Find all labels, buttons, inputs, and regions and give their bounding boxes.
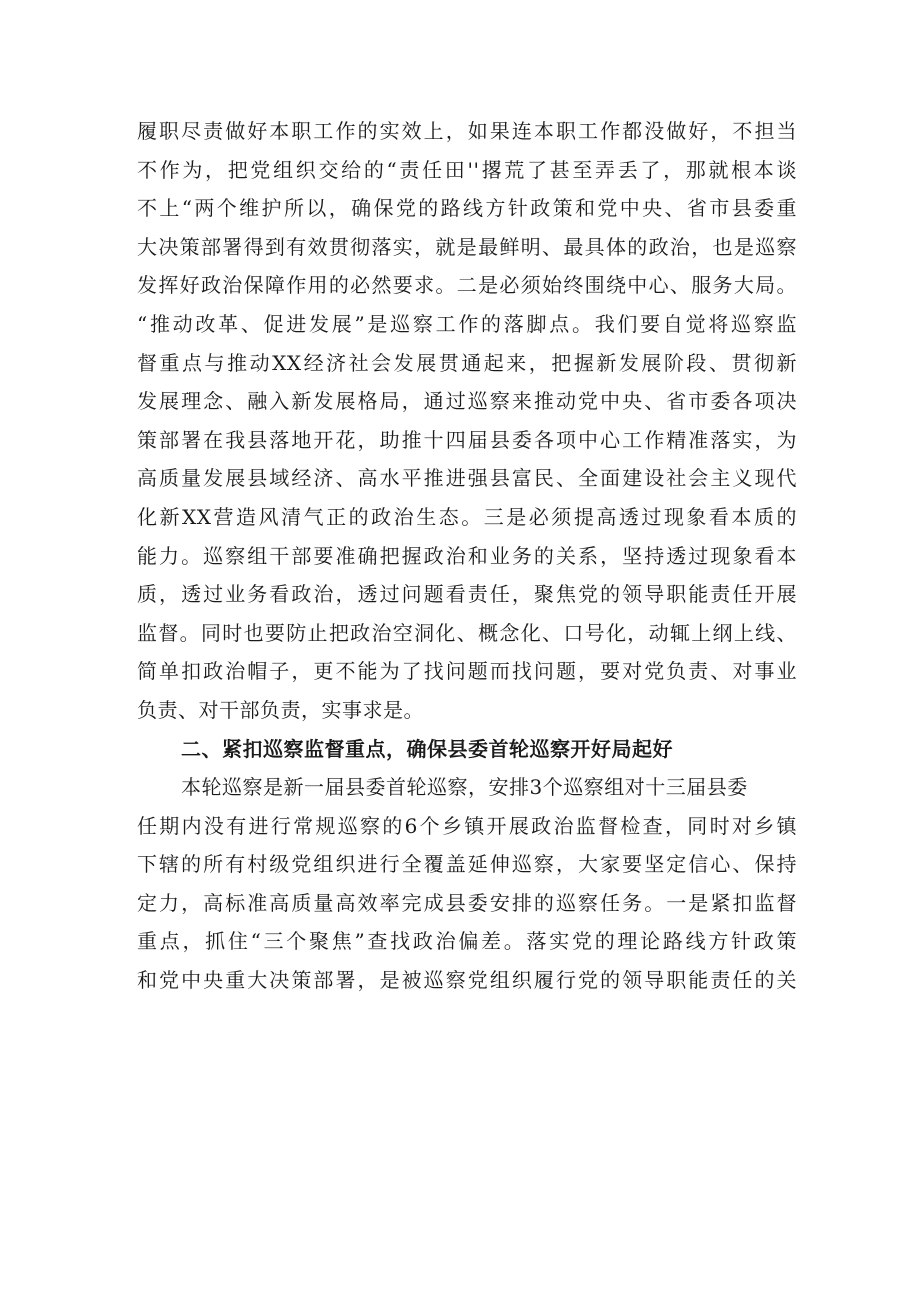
paragraph-line: 简单扣政治帽子，更不能为了找问题而找问题，要对党负责、对事业 <box>137 659 797 684</box>
paragraph-line: 策部署在我县落地开花，助推十四届县委各项中心工作精准落实，为 <box>137 427 797 452</box>
section-heading: 二、紧扣巡察监督重点，确保县委首轮巡察开好局起好 <box>181 736 673 761</box>
paragraph-line: 任期内没有进行常规巡察的6个乡镇开展政治监督检查，同时对乡镇 <box>137 813 797 838</box>
paragraph-line: 监督。同时也要防止把政治空洞化、概念化、口号化，动辄上纲上线、 <box>137 620 797 645</box>
paragraph-line: 能力。巡察组干部要准确把握政治和业务的关系，坚持透过现象看本 <box>137 543 797 568</box>
paragraph-line: 发挥好政治保障作用的必然要求。二是必须始终围绕中心、服务大局。 <box>137 273 797 298</box>
paragraph-line: 本轮巡察是新一届县委首轮巡察，安排3个巡察组对十三届县委 <box>181 775 748 800</box>
paragraph-line: 发展理念、融入新发展格局，通过巡察来推动党中央、省市委各项决 <box>137 389 797 414</box>
paragraph-line: 下辖的所有村级党组织进行全覆盖延伸巡察，大家要坚定信心、保持 <box>137 852 797 877</box>
paragraph-line: 督重点与推动XX经济社会发展贯通起来，把握新发展阶段、贯彻新 <box>137 350 797 375</box>
paragraph-line: 不上“两个维护所以，确保党的路线方针政策和党中央、省市县委重 <box>137 196 797 221</box>
document-body <box>137 112 797 1000</box>
paragraph-line: 履职尽责做好本职工作的实效上，如果连本职工作都没做好，不担当 <box>137 119 797 143</box>
paragraph-line: 化新XX营造风清气正的政治生态。三是必须提高透过现象看本质的 <box>137 504 797 529</box>
paragraph-line: 质，透过业务看政治，透过问题看责任，聚焦党的领导职能责任开展 <box>137 582 797 607</box>
paragraph-line: 负责、对干部负责，实事求是。 <box>137 697 424 722</box>
paragraph-line: 不作为，把党组织交给的“责任田''撂荒了甚至弄丢了，那就根本谈 <box>137 157 797 182</box>
paragraph-line: 高质量发展县域经济、高水平推进强县富民、全面建设社会主义现代 <box>137 466 797 491</box>
paragraph-line: 大决策部署得到有效贯彻落实，就是最鲜明、最具体的政治，也是巡察 <box>137 234 797 259</box>
paragraph-line: “推动改革、促进发展”是巡察工作的落脚点。我们要自觉将巡察监 <box>137 311 797 336</box>
paragraph-line: 定力，高标准高质量高效率完成县委安排的巡察任务。一是紧扣监督 <box>137 890 797 915</box>
paragraph-line: 和党中央重大决策部署，是被巡察党组织履行党的领导职能责任的关 <box>137 968 797 993</box>
paragraph-line: 重点，抓住“三个聚焦”查找政治偏差。落实党的理论路线方针政策 <box>137 929 797 954</box>
